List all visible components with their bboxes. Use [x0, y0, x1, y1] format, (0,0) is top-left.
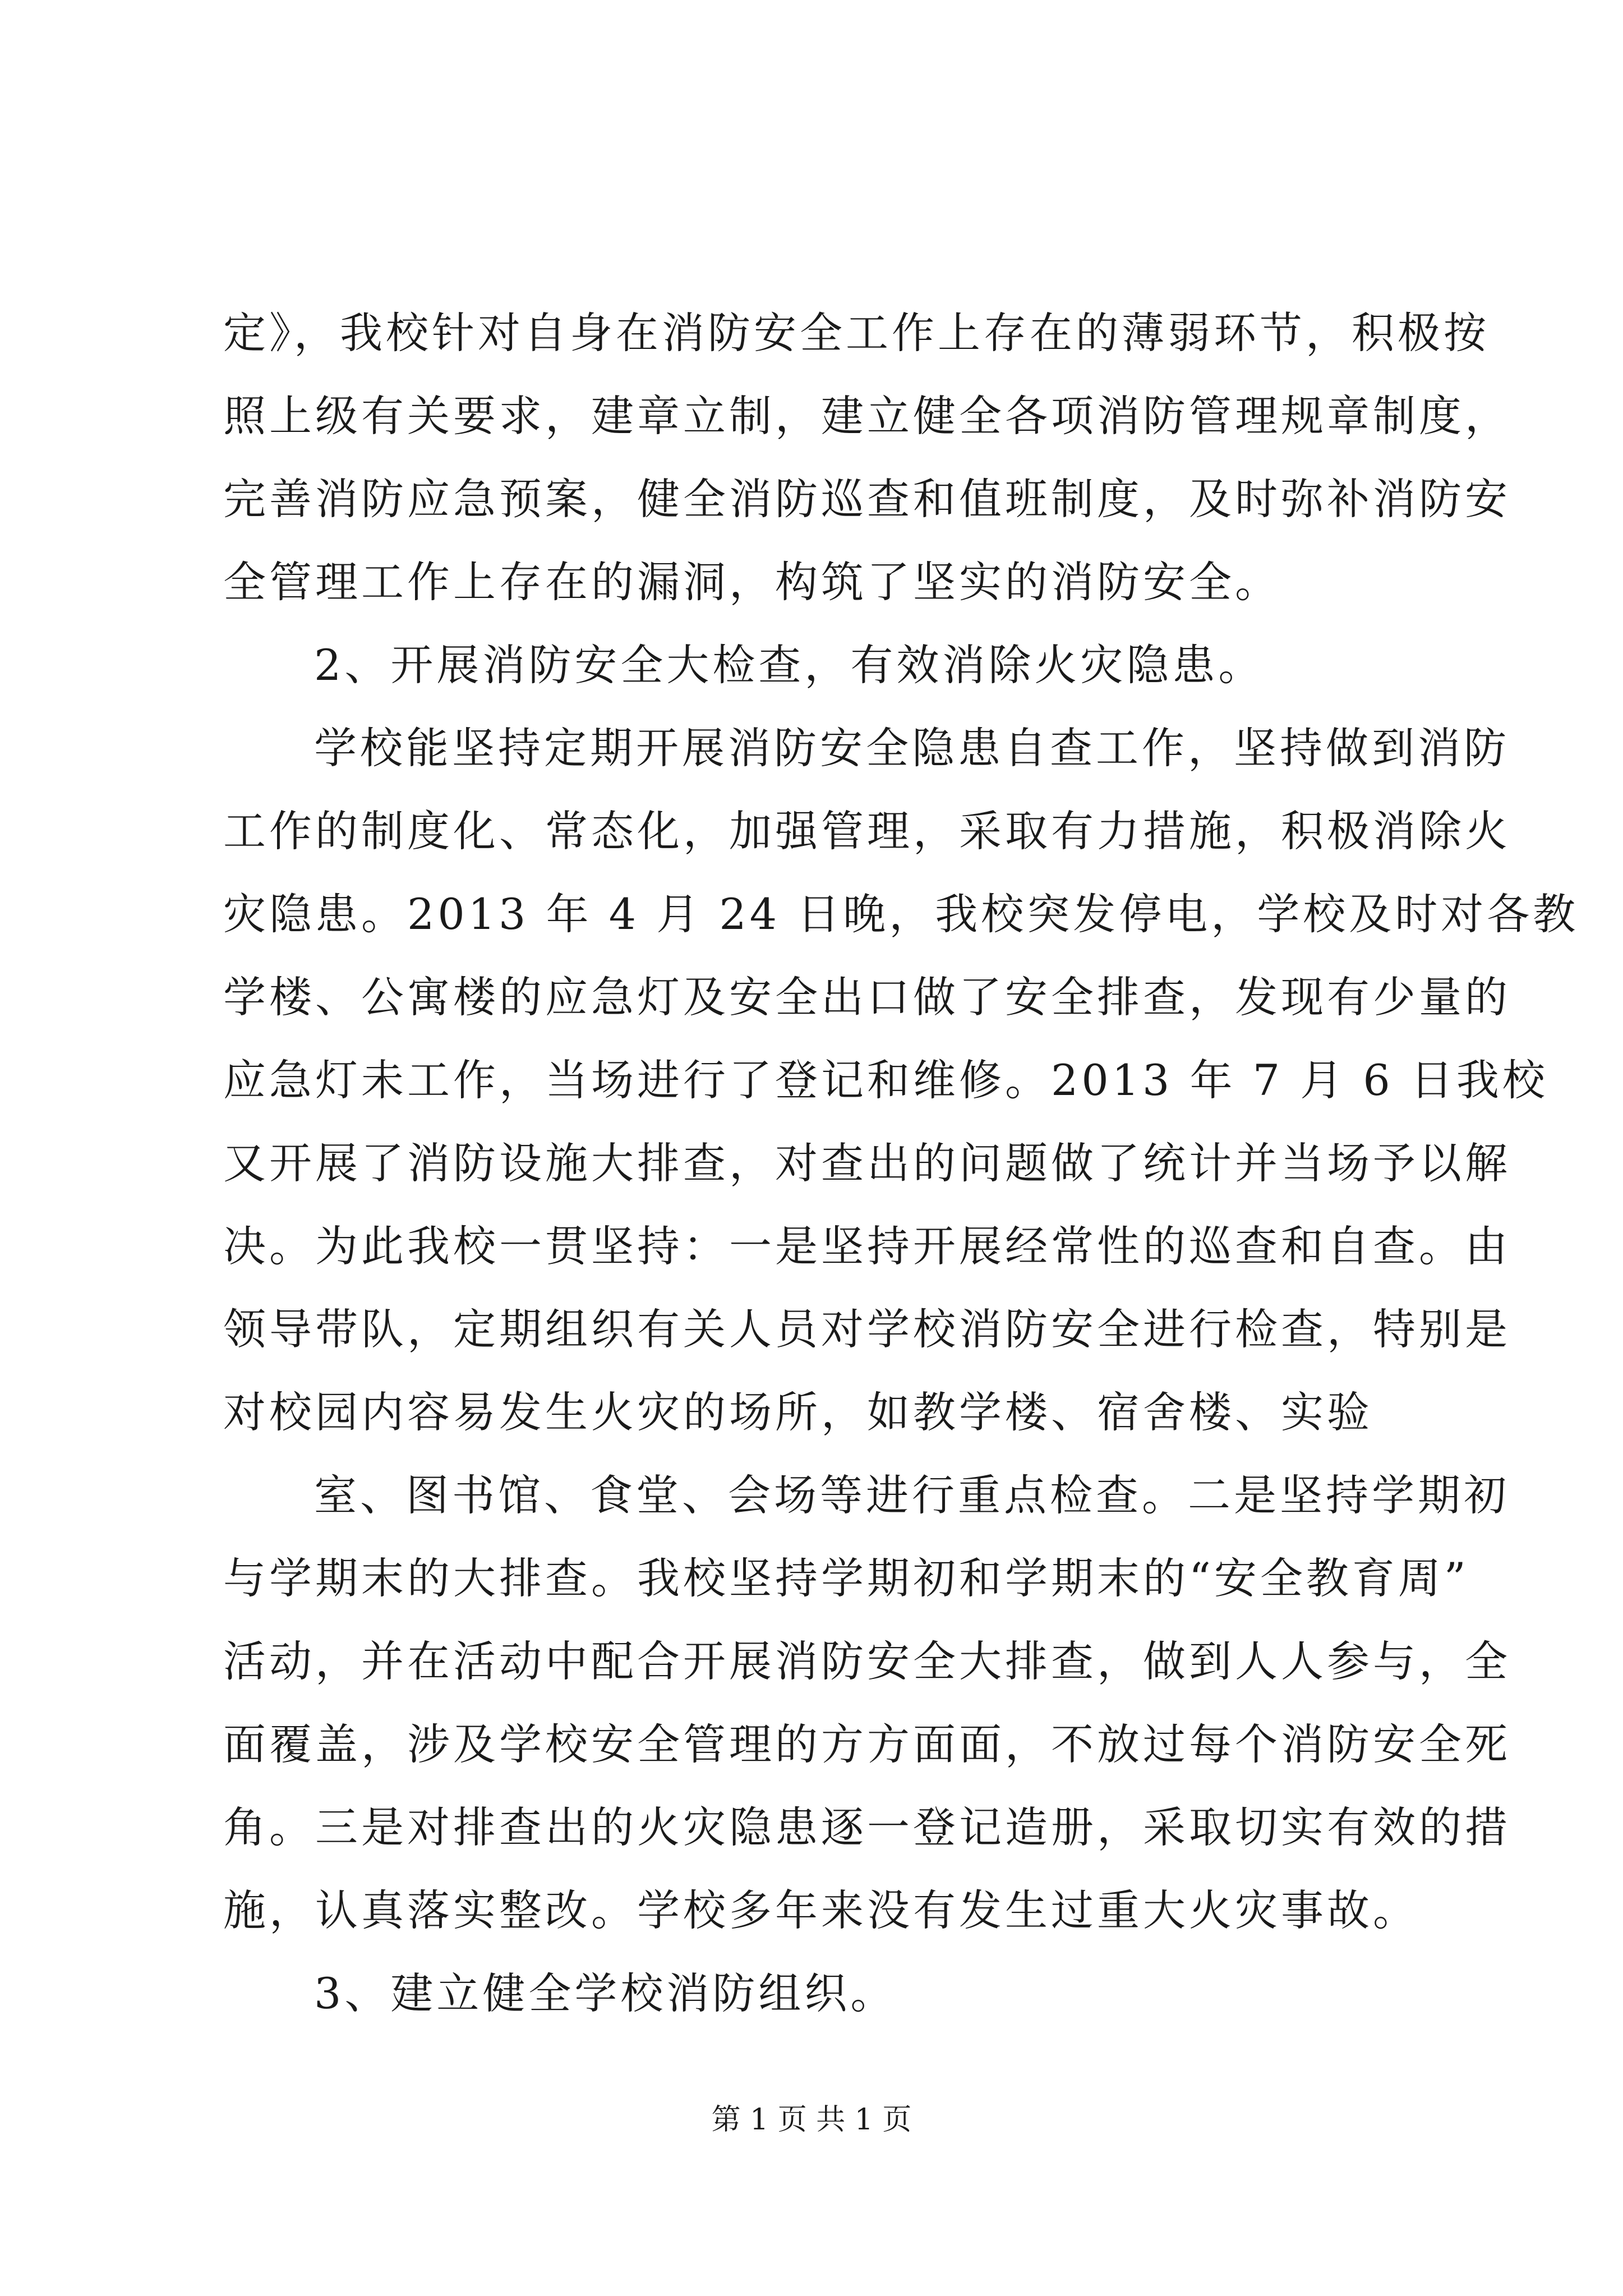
text-line: 施，认真落实整改。学校多年来没有发生过重大火灾事故。 — [223, 1885, 1419, 1935]
text-line: 领导带队，定期组织有关人员对学校消防安全进行检查，特别是 — [223, 1304, 1511, 1354]
text-line: 学校能坚持定期开展消防安全隐患自查工作，坚持做到消防 — [314, 723, 1510, 773]
text-line: 室、图书馆、食堂、会场等进行重点检查。二是坚持学期初 — [314, 1470, 1510, 1520]
text-line: 完善消防应急预案，健全消防巡查和值班制度，及时弥补消防安 — [223, 474, 1511, 524]
text-line: 对校园内容易发生火灾的场所，如教学楼、宿舍楼、实验 — [223, 1387, 1373, 1437]
text-line: 与学期末的大排查。我校坚持学期初和学期末的“安全教育周” — [223, 1553, 1469, 1603]
text-line: 学楼、公寓楼的应急灯及安全出口做了安全排查，发现有少量的 — [223, 972, 1511, 1022]
text-line: 活动，并在活动中配合开展消防安全大排查，做到人人参与，全 — [223, 1636, 1511, 1686]
text-line: 应急灯未工作，当场进行了登记和维修。2013 年 7 月 6 日我校 — [223, 1055, 1548, 1105]
text-line: 照上级有关要求，建章立制，建立健全各项消防管理规章制度， — [223, 391, 1511, 441]
document-body — [223, 292, 1579, 2035]
page-number-footer: 第 1 页 共 1 页 — [711, 2103, 912, 2137]
text-line: 定》，我校针对自身在消防安全工作上存在的薄弱环节，积极按 — [223, 308, 1490, 358]
text-line: 决。为此我校一贯坚持：一是坚持开展经常性的巡查和自查。由 — [223, 1221, 1511, 1271]
text-line: 灾隐患。2013 年 4 月 24 日晚，我校突发停电，学校及时对各教 — [223, 889, 1579, 939]
text-line: 工作的制度化、常态化，加强管理，采取有力措施，积极消除火 — [223, 806, 1511, 856]
text-line: 面覆盖，涉及学校安全管理的方方面面，不放过每个消防安全死 — [223, 1719, 1511, 1769]
section-heading: 2、开展消防安全大检查，有效消除火灾隐患。 — [314, 640, 1265, 690]
text-line: 角。三是对排查出的火灾隐患逐一登记造册，采取切实有效的措 — [223, 1802, 1511, 1852]
text-line: 全管理工作上存在的漏洞，构筑了坚实的消防安全。 — [223, 557, 1281, 607]
text-line: 又开展了消防设施大排查，对查出的问题做了统计并当场予以解 — [223, 1138, 1511, 1188]
section-heading: 3、建立健全学校消防组织。 — [314, 1968, 897, 2018]
